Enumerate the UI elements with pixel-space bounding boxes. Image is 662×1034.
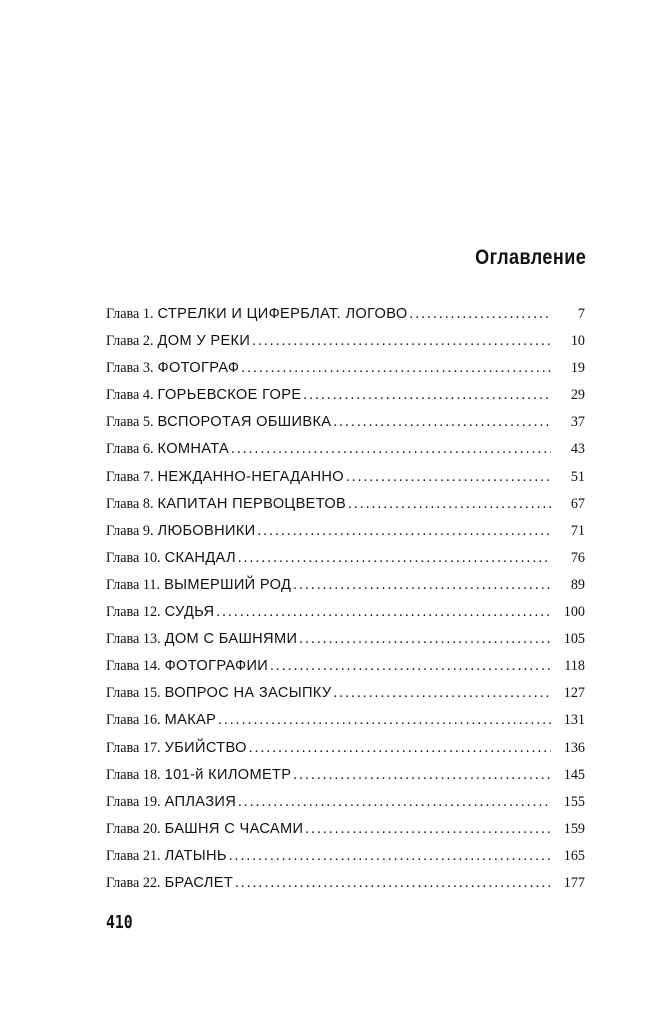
chapter-title: ВСПОРОТАЯ ОБШИВКА [157,414,332,431]
chapter-prefix: Глава 7. [106,468,154,485]
dot-leader [218,712,551,729]
toc-entry [106,604,585,631]
chapter-title: СТРЕЛКИ И ЦИФЕРБЛАТ. ЛОГОВО [157,306,408,322]
chapter-page-number: 127 [563,685,585,702]
chapter-prefix: Глава 22. [106,874,161,891]
dot-leader [249,740,551,757]
dot-leader [333,685,551,702]
chapter-page-number: 131 [563,712,585,729]
dot-leader [258,523,551,540]
dot-leader [238,550,551,567]
toc-entry [106,658,585,685]
toc-entry [106,767,585,794]
toc-entry [106,821,585,848]
chapter-title: ВОПРОС НА ЗАСЫПКУ [164,685,332,702]
toc-entry [106,577,585,604]
chapter-page-number: 43 [570,441,585,458]
chapter-prefix: Глава 11. [106,576,161,593]
toc-entry [106,523,585,550]
chapter-title: ЛАТЫНЬ [164,847,227,864]
toc-entry [106,550,585,577]
chapter-prefix: Глава 2. [106,333,154,350]
chapter-prefix: Глава 14. [106,658,161,675]
chapter-prefix: Глава 17. [106,739,161,756]
dot-leader [216,604,551,621]
toc-entry [106,794,585,821]
chapter-page-number: 159 [563,820,585,837]
chapter-page-number: 177 [563,874,585,891]
chapter-prefix: Глава 13. [106,631,161,648]
chapter-page-number: 118 [564,658,585,675]
chapter-title: УБИЙСТВО [164,739,247,756]
chapter-title: 101-й КИЛОМЕТР [164,766,292,783]
toc-entry [106,306,585,333]
chapter-page-number: 105 [563,631,585,648]
chapter-title: МАКАР [164,712,217,729]
chapter-page-number: 100 [563,604,585,621]
chapter-prefix: Глава 20. [106,820,161,837]
chapter-page-number: 29 [570,387,585,404]
chapter-title: БРАСЛЕТ [164,874,234,891]
chapter-title: АПЛАЗИЯ [164,793,237,810]
dot-leader [333,414,551,431]
chapter-title: СКАНДАЛ [164,549,236,566]
chapter-prefix: Глава 21. [106,847,161,864]
toc-list [106,306,585,902]
toc-entry [106,441,585,468]
chapter-prefix: Глава 5. [106,414,154,431]
toc-entry [106,848,585,875]
chapter-prefix: Глава 3. [106,360,154,377]
dot-leader [303,387,551,404]
dot-leader [299,631,551,648]
dot-leader [270,658,551,675]
dot-leader [231,441,551,458]
chapter-prefix: Глава 12. [106,604,161,621]
toc-entry [106,712,585,739]
chapter-page-number: 136 [563,739,585,756]
chapter-page-number: 145 [563,766,585,783]
chapter-title: СУДЬЯ [164,604,215,621]
toc-entry [106,414,585,441]
chapter-prefix: Глава 15. [106,685,161,702]
chapter-title: ВЫМЕРШИЙ РОД [164,576,292,593]
dot-leader [346,469,551,486]
chapter-page-number: 71 [570,522,585,539]
chapter-title: БАШНЯ С ЧАСАМИ [164,820,304,837]
dot-leader [241,360,551,377]
chapter-prefix: Глава 1. [106,306,154,322]
chapter-page-number: 10 [570,333,585,350]
chapter-title: ДОМ С БАШНЯМИ [164,631,298,648]
chapter-prefix: Глава 6. [106,441,154,458]
dot-leader [235,875,551,892]
chapter-prefix: Глава 18. [106,766,161,783]
chapter-prefix: Глава 19. [106,793,161,810]
dot-leader [229,848,551,865]
chapter-page-number: 89 [570,576,585,593]
dot-leader [252,333,551,350]
chapter-title: ФОТОГРАФИИ [164,658,269,675]
dot-leader [293,767,551,784]
toc-entry [106,740,585,767]
dot-leader [305,821,551,838]
chapter-page-number: 165 [563,847,585,864]
chapter-page-number: 7 [577,306,585,322]
chapter-prefix: Глава 10. [106,549,161,566]
dot-leader [410,306,551,323]
dot-leader [348,496,551,513]
toc-title: Оглавление [474,246,586,270]
chapter-title: НЕЖДАННО-НЕГАДАННО [157,468,344,485]
chapter-title: КОМНАТА [157,441,230,458]
dot-leader [238,794,551,811]
chapter-title: КАПИТАН ПЕРВОЦВЕТОВ [157,495,347,512]
toc-entry [106,685,585,712]
chapter-prefix: Глава 4. [106,387,154,404]
chapter-prefix: Глава 16. [106,712,161,729]
chapter-title: ГОРЬЕВСКОЕ ГОРЕ [157,387,302,404]
chapter-prefix: Глава 9. [106,522,154,539]
chapter-page-number: 155 [563,793,585,810]
chapter-page-number: 76 [570,549,585,566]
chapter-page-number: 37 [570,414,585,431]
toc-entry [106,333,585,360]
dot-leader [293,577,551,594]
chapter-page-number: 19 [570,360,585,377]
chapter-title: ДОМ У РЕКИ [157,333,251,350]
chapter-title: ЛЮБОВНИКИ [157,522,256,539]
chapter-page-number: 67 [570,495,585,512]
chapter-prefix: Глава 8. [106,495,154,512]
chapter-title: ФОТОГРАФ [157,360,240,377]
page-number: 410 [106,912,133,933]
chapter-page-number: 51 [570,468,585,485]
toc-entry [106,875,585,902]
toc-entry [106,496,585,523]
toc-entry [106,631,585,658]
toc-entry [106,360,585,387]
toc-entry [106,387,585,414]
toc-entry [106,469,585,496]
